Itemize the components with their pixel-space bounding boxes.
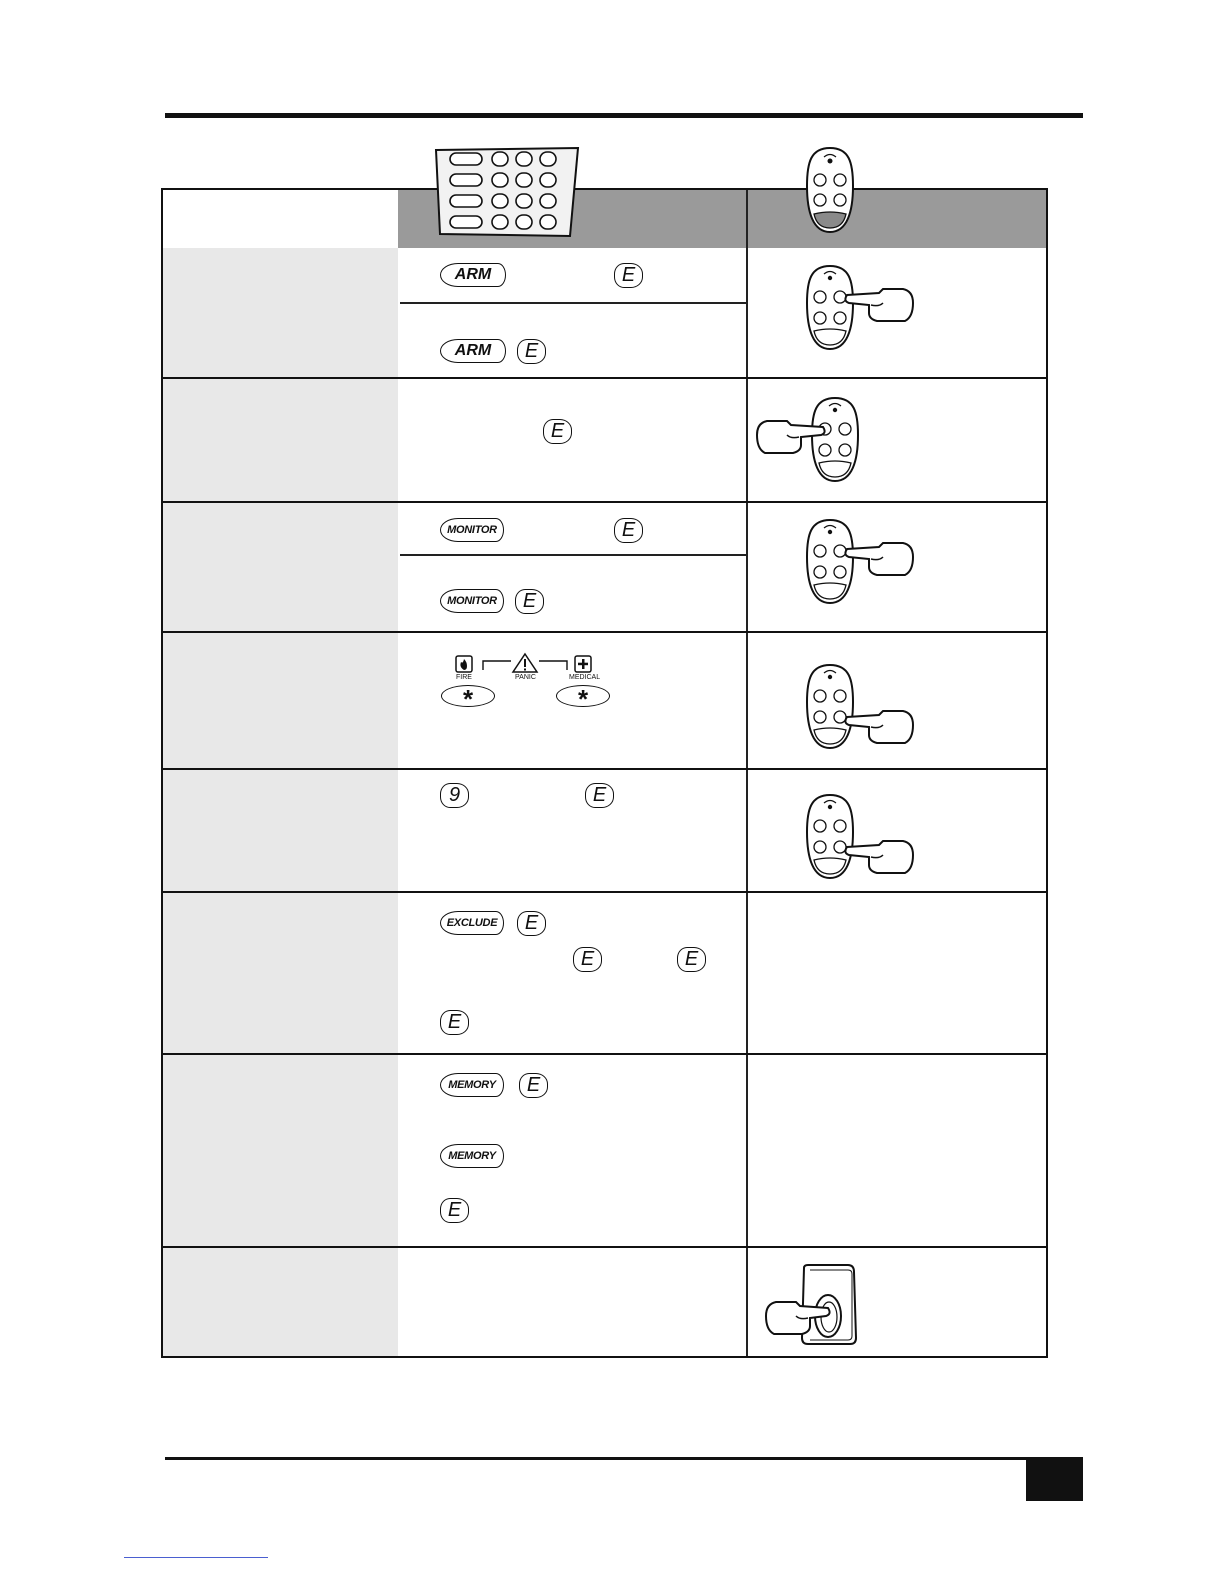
header-remote-cell (748, 190, 1046, 248)
row-divider (163, 631, 1046, 633)
row-divider (163, 501, 1046, 503)
nine-key[interactable]: 9 (440, 783, 469, 808)
enter-key[interactable]: E (517, 339, 546, 364)
top-rule (165, 113, 1083, 118)
hand-pointer-icon (845, 543, 913, 575)
arm-key[interactable]: ARM (440, 339, 506, 363)
enter-key[interactable]: E (614, 518, 643, 543)
enter-key[interactable]: E (573, 947, 602, 972)
remote-icon (805, 519, 915, 605)
sub-row-divider (400, 302, 746, 304)
enter-key[interactable]: E (517, 911, 546, 936)
row-divider (163, 1053, 1046, 1055)
medical-label: MEDICAL (569, 674, 601, 681)
arm-key[interactable]: ARM (440, 263, 506, 287)
memory-key[interactable]: MEMORY (440, 1144, 504, 1168)
operations-table (161, 188, 1048, 1358)
enter-key[interactable]: E (515, 589, 544, 614)
fire-label: FIRE (456, 674, 472, 681)
enter-key[interactable]: E (614, 263, 643, 288)
remote-icon (805, 664, 915, 750)
star-key[interactable]: * (556, 685, 610, 707)
footer-link-underline[interactable] (124, 1557, 268, 1558)
hand-pointer-icon (845, 841, 913, 873)
sub-row-divider (400, 554, 746, 556)
remote-icon (805, 265, 915, 351)
bottom-rule (165, 1457, 1083, 1460)
enter-key[interactable]: E (677, 947, 706, 972)
panic-label: PANIC (515, 674, 536, 681)
hand-pointer-icon (845, 711, 913, 743)
enter-key[interactable]: E (543, 419, 572, 444)
remote-icon (805, 794, 915, 880)
exclude-key[interactable]: EXCLUDE (440, 911, 504, 935)
remote-icon (805, 146, 855, 234)
row-divider (163, 768, 1046, 770)
emergency-bracket (455, 653, 595, 675)
enter-key[interactable]: E (440, 1198, 469, 1223)
enter-key[interactable]: E (440, 1010, 469, 1035)
star-key[interactable]: * (441, 685, 495, 707)
keypad-icon (432, 146, 582, 238)
enter-key[interactable]: E (585, 783, 614, 808)
medical-cross-icon (575, 656, 591, 672)
remote-icon (755, 397, 865, 483)
page-number-box (1026, 1457, 1083, 1501)
row-divider (163, 1246, 1046, 1248)
hand-pointer-icon (845, 289, 913, 321)
label-column (163, 248, 398, 1356)
enter-key[interactable]: E (519, 1073, 548, 1098)
warning-icon (513, 654, 537, 672)
row-divider (163, 891, 1046, 893)
row-divider (163, 377, 1046, 379)
memory-key[interactable]: MEMORY (440, 1073, 504, 1097)
fire-icon (456, 656, 472, 672)
monitor-key[interactable]: MONITOR (440, 518, 504, 542)
column-divider (746, 190, 748, 1356)
panic-button-icon (764, 1264, 864, 1348)
monitor-key[interactable]: MONITOR (440, 589, 504, 613)
